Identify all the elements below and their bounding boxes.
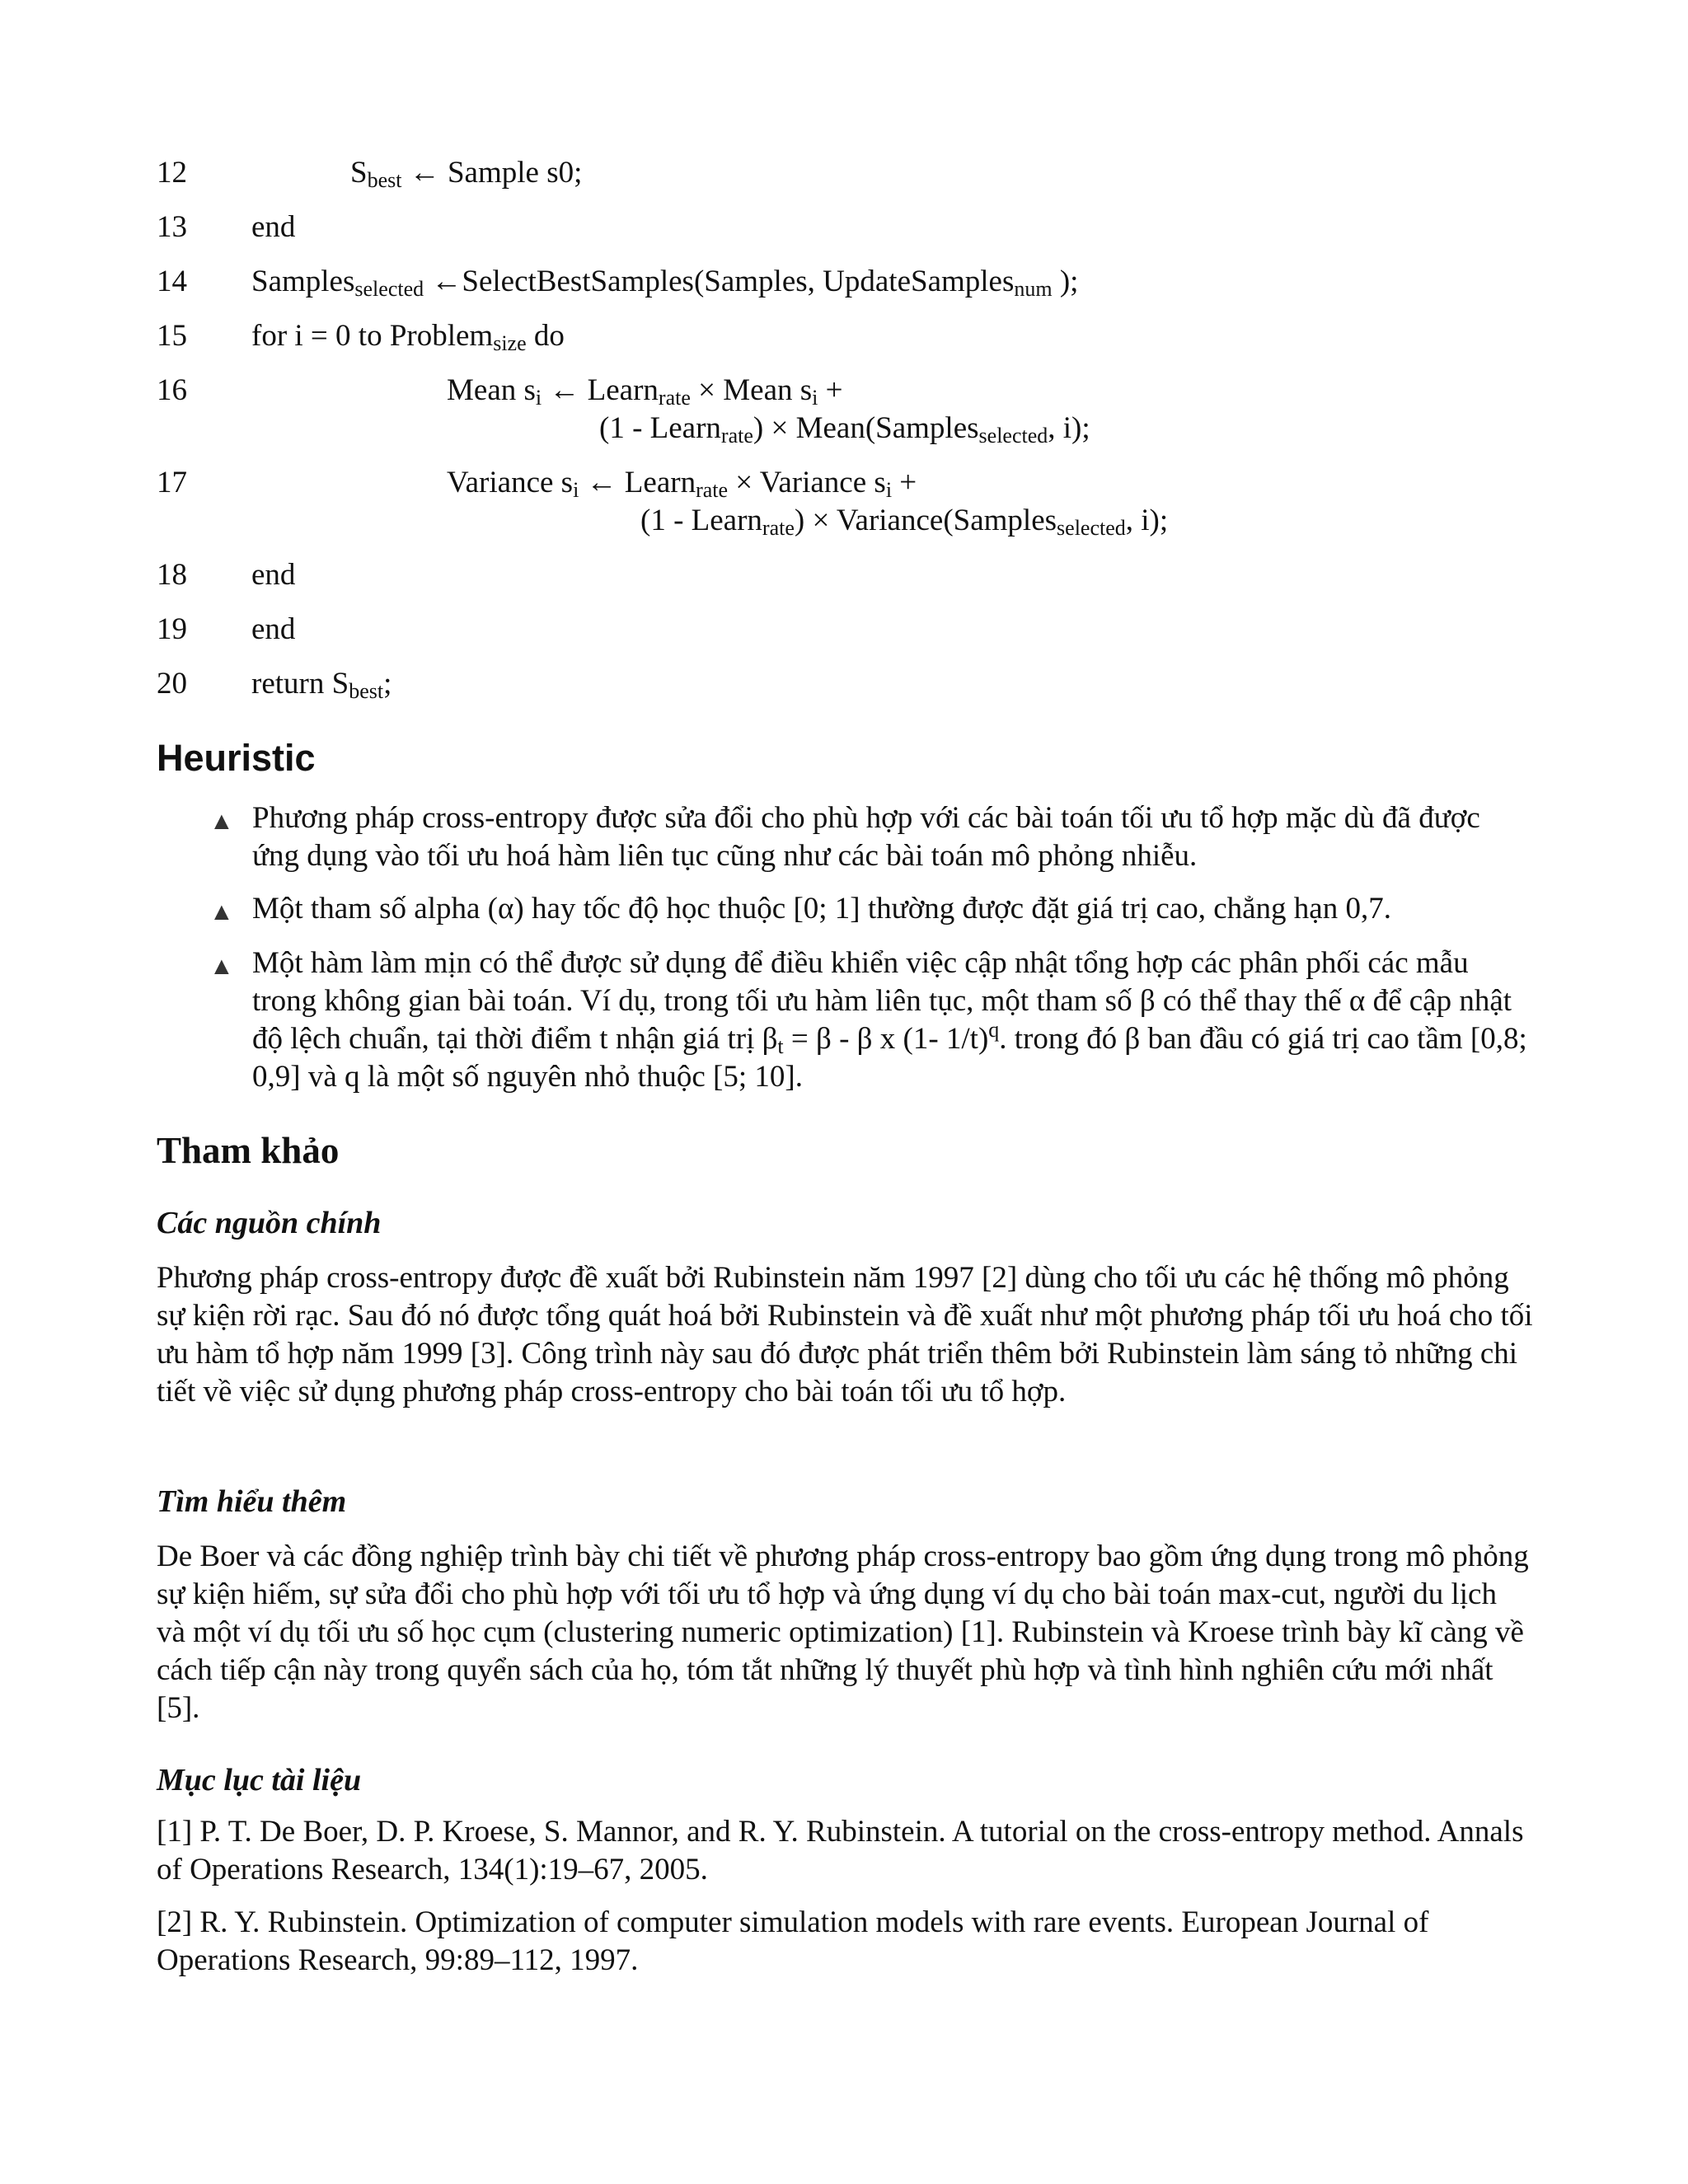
heuristic-bullet: Một tham số alpha (α) hay tốc độ học thuộc [0; 1] thường được đặt giá trị cao, chẳng hạn 0,7. <box>252 892 1391 926</box>
line-number: 12 <box>157 156 187 190</box>
heuristic-bullet: Phương pháp cross-entropy được sửa đổi cho phù hợp với các bài toán tối ưu tổ hợp mặc dù đã được ứng dụng vào tối ưu hoá hàm liên tục cũng như các bài toán mô phỏng nhiễu. <box>252 801 1480 873</box>
triangle-marker-icon: ▲ <box>209 953 234 980</box>
primary-sources-heading: Các nguồn chính <box>157 1206 382 1240</box>
algorithm-line-continuation: (1 - Learn$_{rate}$) × Mean(Samples$_{selected}$, i); <box>599 411 1090 448</box>
further-reading-paragraph: De Boer và các đồng nghiệp trình bày chi tiết về phương pháp cross-entropy bao gồm ứng dụng trong mô phỏng sự kiện hiếm, sự sửa đổi cho phù hợp với tối ưu tổ hợp và ứng dụng ví dụ cho bài toán max-cut, người du lịch và một ví dụ tối ưu số học cụm (clustering numeric optimization) [1]. Rubinstein và Kroese trình bày kĩ càng về cách tiếp cận này trong quyển sách của họ, tóm tắt những lý thuyết phù hợp và tình hình nghiên cứu mới nhất [5]. <box>157 1540 1529 1725</box>
line-number: 17 <box>157 466 187 499</box>
algorithm-line: end <box>251 210 296 244</box>
algorithm-line-continuation: (1 - Learn$_{rate}$) × Variance(Samples$_{selected}$, i); <box>640 504 1169 540</box>
line-number: 20 <box>157 667 187 701</box>
heuristic-bullet: Một hàm làm mịn có thể được sử dụng để điều khiển việc cập nhật tổng hợp các phân phối các mẫu trong không gian bài toán. Ví dụ, trong tối ưu hàm liên tục, một tham số β có thể thay thế α để cập nhật độ lệch chuẩn, tại thời điểm t nhận giá trị $\beta_t = \beta - \beta$ x (1- 1/t)$^q$. trong đó β ban đầu có giá trị cao tầm [0,8; 0,9] và q là một số nguyên nhỏ thuộc [5; 10]. <box>252 946 1527 1094</box>
primary-sources-paragraph: Phương pháp cross-entropy được đề xuất bởi Rubinstein năm 1997 [2] dùng cho tối ưu các hệ thống mô phỏng sự kiện rời rạc. Sau đó nó được tổng quát hoá bởi Rubinstein và đề xuất như một phương pháp tối ưu hoá cho tối ưu hàm tổ hợp năm 1999 [3]. Công trình này sau đó được phát triển thêm bởi Rubinstein làm sáng tỏ những chi tiết về việc sử dụng phương pháp cross-entropy cho bài toán tối ưu tổ hợp. <box>157 1261 1533 1408</box>
line-number: 19 <box>157 612 187 646</box>
line-number: 13 <box>157 210 187 244</box>
bibliography-heading: Mục lục tài liệu <box>157 1763 362 1797</box>
heuristic-heading: Heuristic <box>157 737 316 779</box>
triangle-marker-icon: ▲ <box>209 808 234 835</box>
line-number: 14 <box>157 265 187 298</box>
algorithm-line: Samples$_{selected}$ ←SelectBestSamples(Samples, UpdateSamples$_{num}$ ); <box>251 265 1079 301</box>
algorithm-line: end <box>251 558 296 592</box>
algorithm-line: Variance $s_i$ ← Learn$_{rate}$ × Variance $s_i$ + <box>447 466 917 502</box>
reference-item: [1] P. T. De Boer, D. P. Kroese, S. Mannor, and R. Y. Rubinstein. A tutorial on the cross-entropy method. Annals of Operations Research, 134(1):19–67, 2005. <box>157 1815 1524 1886</box>
line-number: 16 <box>157 373 187 407</box>
algorithm-line: Mean $s_i$ ← Learn$_{rate}$ × Mean $s_i$ + <box>447 373 843 410</box>
references-heading: Tham khảo <box>157 1130 340 1171</box>
line-number: 18 <box>157 558 187 592</box>
algorithm-line: return $S_{best}$; <box>251 667 392 703</box>
further-reading-heading: Tìm hiểu thêm <box>157 1484 347 1519</box>
algorithm-line: end <box>251 612 296 646</box>
algorithm-line: for i = 0 to Problem$_{size}$ do <box>251 319 565 355</box>
line-number: 15 <box>157 319 187 353</box>
reference-item: [2] R. Y. Rubinstein. Optimization of computer simulation models with rare events. European Journal of Operations Research, 99:89–112, 1997. <box>157 1905 1429 1977</box>
algorithm-line: $S_{best}$ ← Sample s0; <box>350 156 583 192</box>
triangle-marker-icon: ▲ <box>209 898 234 926</box>
